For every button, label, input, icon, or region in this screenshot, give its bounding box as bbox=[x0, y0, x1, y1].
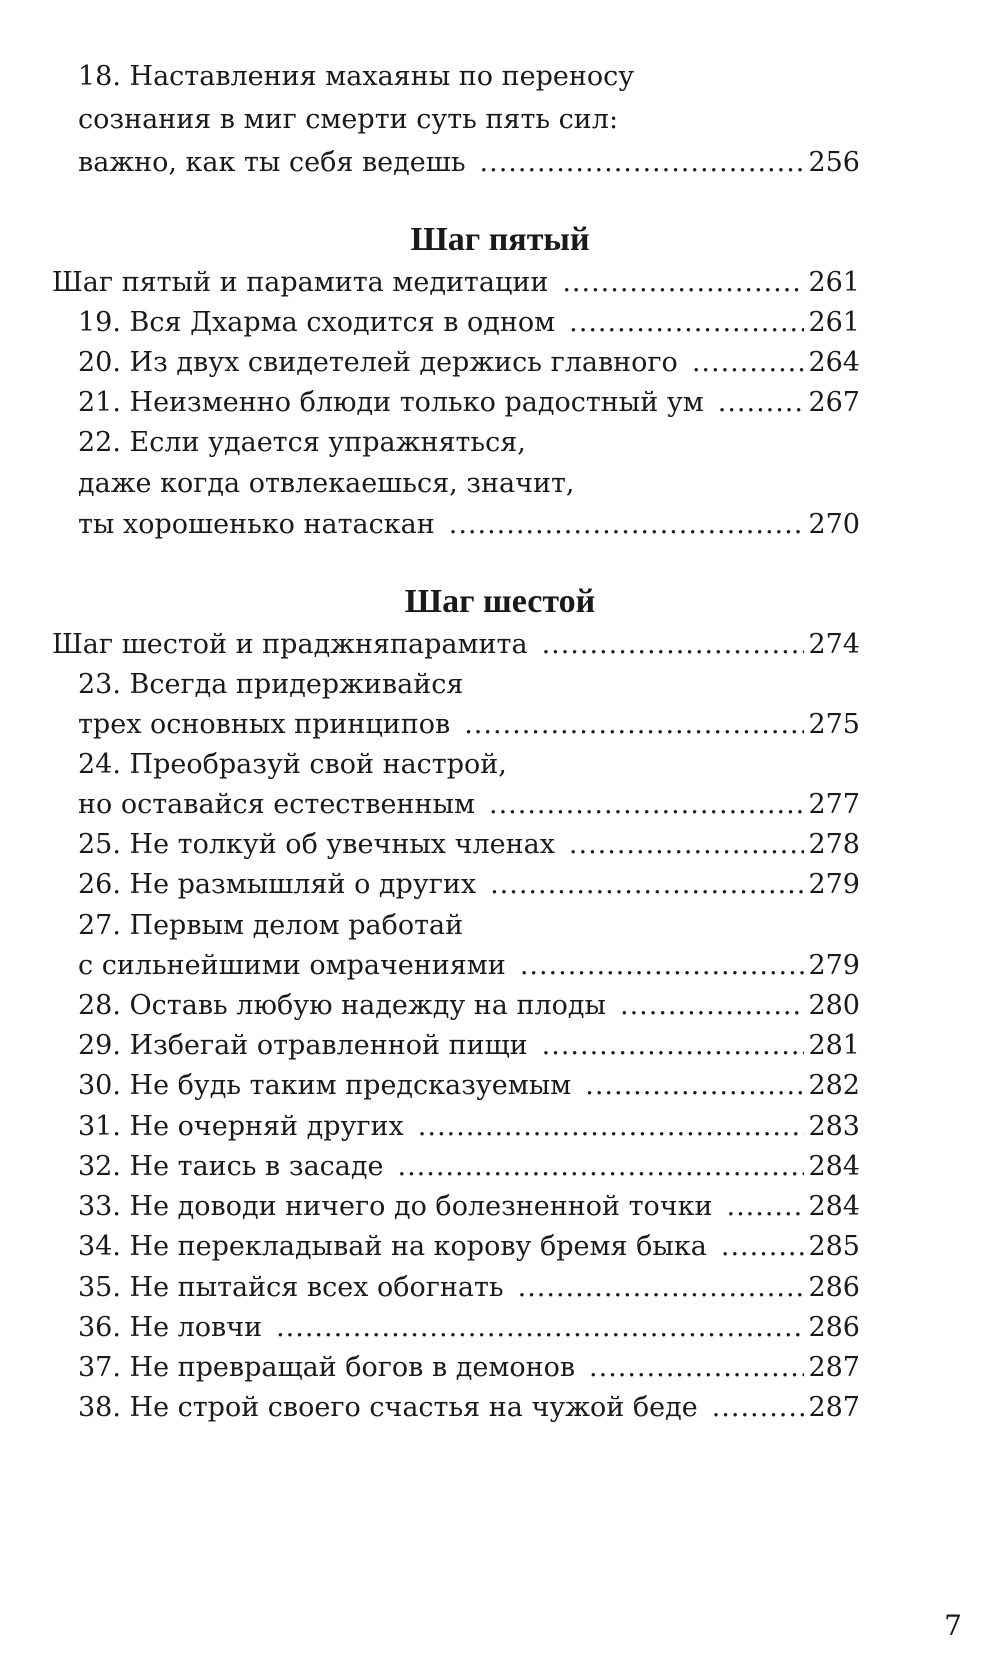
toc-entry-25: 25. Не толкуй об увечных членах ..... 278 bbox=[78, 824, 860, 866]
page-ref: 267 bbox=[808, 387, 860, 418]
page-ref: 286 bbox=[808, 1272, 860, 1303]
leader-dots bbox=[569, 824, 805, 866]
toc-entry-18-line-2: сознания в миг смерти суть пять сил: bbox=[78, 104, 619, 135]
page-ref: 270 bbox=[808, 509, 860, 540]
toc-entry-33: 33. Не доводи ничего до болезненной точки ..... 284 bbox=[78, 1186, 860, 1228]
leader-dots bbox=[480, 142, 805, 184]
toc-entry-38: 38. Не строй своего счастья на чужой беде ..... 287 bbox=[78, 1387, 860, 1429]
toc-entry-22: ты хорошенько натаскан ..... 270 bbox=[78, 504, 860, 546]
page-number: 7 bbox=[944, 1609, 962, 1642]
page-ref: 283 bbox=[808, 1111, 860, 1142]
page-ref: 287 bbox=[808, 1352, 860, 1383]
section-heading-step-5: Шаг пятый bbox=[410, 221, 590, 258]
toc-entry-27: с сильнейшими омрачениями ..... 279 bbox=[78, 945, 860, 987]
leader-dots bbox=[589, 1347, 804, 1389]
leader-dots bbox=[721, 1226, 805, 1268]
toc-entry-37: 37. Не превращай богов в демонов ..... 287 bbox=[78, 1347, 860, 1389]
toc-entry-36: 36. Не ловчи ..... 286 bbox=[78, 1307, 860, 1349]
toc-entry-23-line-1: 23. Всегда придерживайся bbox=[78, 669, 464, 700]
page-ref: 286 bbox=[808, 1312, 860, 1343]
toc-entry-22-line-2: даже когда отвлекаешься, значит, bbox=[78, 468, 575, 499]
toc-entry-20: 20. Из двух свидетелей держись главного ..... 264 bbox=[78, 342, 860, 384]
leader-dots bbox=[562, 262, 804, 304]
section-heading-step-6: Шаг шестой bbox=[404, 583, 596, 620]
toc-entry-32: 32. Не таись в засаде ..... 284 bbox=[78, 1146, 860, 1188]
leader-dots bbox=[489, 784, 804, 826]
toc-entry-24-line-1: 24. Преобразуй свой настрой, bbox=[78, 749, 507, 780]
leader-dots bbox=[418, 1106, 805, 1148]
toc-entry-30: 30. Не будь таким предсказуемым ..... 282 bbox=[78, 1065, 860, 1107]
leader-dots bbox=[569, 302, 804, 344]
toc-section-6-intro: Шаг шестой и праджняпарамита ..... 274 bbox=[52, 624, 860, 666]
leader-dots bbox=[727, 1186, 805, 1228]
toc-entry-34: 34. Не перекладывай на корову бремя быка ..... 285 bbox=[78, 1226, 860, 1268]
page-ref: 261 bbox=[808, 307, 860, 338]
toc-entry-18: важно, как ты себя ведешь ..... 256 bbox=[78, 142, 860, 184]
toc-entry-22-line-1: 22. Если удается упражняться, bbox=[78, 427, 526, 458]
toc-entry-35: 35. Не пытайся всех обогнать ..... 286 bbox=[78, 1267, 860, 1309]
toc-entry-18-line-1: 18. Наставления махаяны по переносу bbox=[78, 61, 635, 92]
leader-dots bbox=[520, 945, 805, 987]
page-ref: 279 bbox=[808, 950, 860, 981]
leader-dots bbox=[542, 1025, 805, 1067]
leader-dots bbox=[620, 985, 804, 1027]
page-ref: 277 bbox=[808, 789, 860, 820]
leader-dots bbox=[449, 504, 805, 546]
page-ref: 279 bbox=[808, 869, 860, 900]
toc-entry-26: 26. Не размышляй о других ..... 279 bbox=[78, 864, 860, 906]
toc-entry-23: трех основных принципов ..... 275 bbox=[78, 704, 860, 746]
toc-section-5-intro: Шаг пятый и парамита медитации ..... 261 bbox=[52, 262, 860, 304]
leader-dots bbox=[692, 342, 805, 384]
leader-dots bbox=[718, 382, 805, 424]
page-ref: 274 bbox=[808, 629, 860, 660]
leader-dots bbox=[518, 1267, 805, 1309]
page-ref: 287 bbox=[808, 1392, 860, 1423]
leader-dots bbox=[276, 1307, 804, 1349]
toc-entry-24: но оставайся естественным ..... 277 bbox=[78, 784, 860, 826]
page-ref: 280 bbox=[808, 990, 860, 1021]
leader-dots bbox=[398, 1146, 805, 1188]
toc-entry-27-line-1: 27. Первым делом работай bbox=[78, 910, 464, 941]
page-ref: 261 bbox=[808, 267, 860, 298]
toc-entry-29: 29. Избегай отравленной пищи ..... 281 bbox=[78, 1025, 860, 1067]
toc-entry-28: 28. Оставь любую надежду на плоды ..... 280 bbox=[78, 985, 860, 1027]
page-ref: 284 bbox=[808, 1151, 860, 1182]
leader-dots bbox=[464, 704, 804, 746]
page-ref: 256 bbox=[808, 147, 860, 178]
page-ref: 282 bbox=[808, 1070, 860, 1101]
page-ref: 281 bbox=[808, 1030, 860, 1061]
toc-entry-31: 31. Не очерняй других ..... 283 bbox=[78, 1106, 860, 1148]
leader-dots bbox=[712, 1387, 805, 1429]
toc-entry-19: 19. Вся Дхарма сходится в одном ..... 261 bbox=[78, 302, 860, 344]
page-ref: 264 bbox=[808, 347, 860, 378]
toc-entry-21: 21. Неизменно блюди только радостный ум ..... 267 bbox=[78, 382, 860, 424]
page-ref: 278 bbox=[808, 829, 860, 860]
leader-dots bbox=[585, 1065, 804, 1107]
leader-dots bbox=[542, 624, 805, 666]
page-ref: 284 bbox=[808, 1191, 860, 1222]
page-ref: 285 bbox=[808, 1231, 860, 1262]
leader-dots bbox=[490, 864, 804, 906]
page-ref: 275 bbox=[808, 709, 860, 740]
